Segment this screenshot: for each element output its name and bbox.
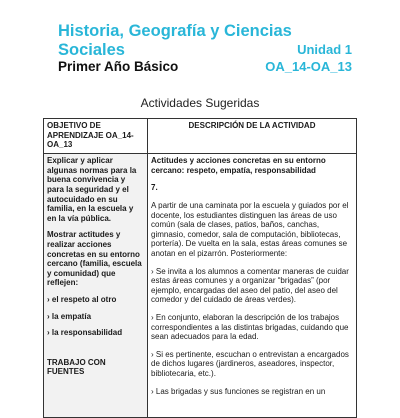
activity-intro: A partir de una caminata por la escuela y guiados por el docente, los estudiantes distinguen las áreas de uso común (sala de clases, patios, baños, canchas, gimnasio, comedor, sala de computación, bibliotecas, portería). De vuelta en la sala, estas áreas comunes se anotan en el pizarrón. Posteriormente:: [151, 201, 349, 258]
description-cell: [148, 154, 357, 418]
activity-step-interview: › Si es pertinente, escuchan o entrevistan a encargados de dichos lugares (jardineros, aseadores, inspector, bibliotecaria, etc.).: [151, 349, 349, 378]
objective-attitudes: Mostrar actitudes y realizar acciones concretas en su entorno cercano (familia, escuela y comunidad) que reflejen:: [47, 230, 142, 288]
sources-work-label: TRABAJO CON FUENTES: [47, 357, 106, 377]
objective-header: OBJETIVO DE APRENDIZAJE OA_14-OA_13: [44, 119, 148, 154]
unit-label: Unidad 1: [297, 42, 352, 57]
activity-step-brigades: › Se invita a los alumnos a comentar maneras de cuidar estas áreas comunes y a organizar “brigadas” (por ejemplo, encargadas del aseo del patio, del aseo del comedor y del cuidado de áreas verdes).: [151, 266, 349, 305]
table-header-row: [44, 119, 357, 154]
oa-code: OA_14-OA_13: [265, 59, 352, 74]
activity-step-description: › En conjunto, elaboran la descripción de los trabajos correspondientes a las distintas brigadas, cuidando que sean adecuados para la edad.: [151, 312, 349, 342]
activity-step-register: › Las brigadas y sus funciones se registran en un: [151, 386, 326, 396]
activities-table: [43, 118, 357, 418]
activity-title: Actitudes y acciones concretas en su entorno cercano: respeto, empatía, responsabilidad: [151, 156, 326, 175]
description-header: DESCRIPCIÓN DE LA ACTIVIDAD: [148, 119, 357, 154]
subject-title: Historia, Geografía y Ciencias Sociales: [58, 22, 292, 59]
table-row: [44, 154, 357, 418]
value-responsibility: › la responsabilidad: [47, 328, 123, 338]
objective-text: Explicar y aplicar algunas normas para la buena convivencia y para la seguridad y el autocuidado en su familia, en la escuela y en la vía pública.: [47, 156, 137, 223]
objective-cell: [44, 154, 148, 418]
grade-label: Primer Año Básico: [58, 59, 179, 74]
activity-number: 7.: [151, 183, 158, 193]
value-respect: › el respeto al otro: [47, 294, 117, 304]
value-empathy: › la empatía: [47, 311, 92, 321]
section-title: Actividades Sugeridas: [140, 96, 260, 110]
